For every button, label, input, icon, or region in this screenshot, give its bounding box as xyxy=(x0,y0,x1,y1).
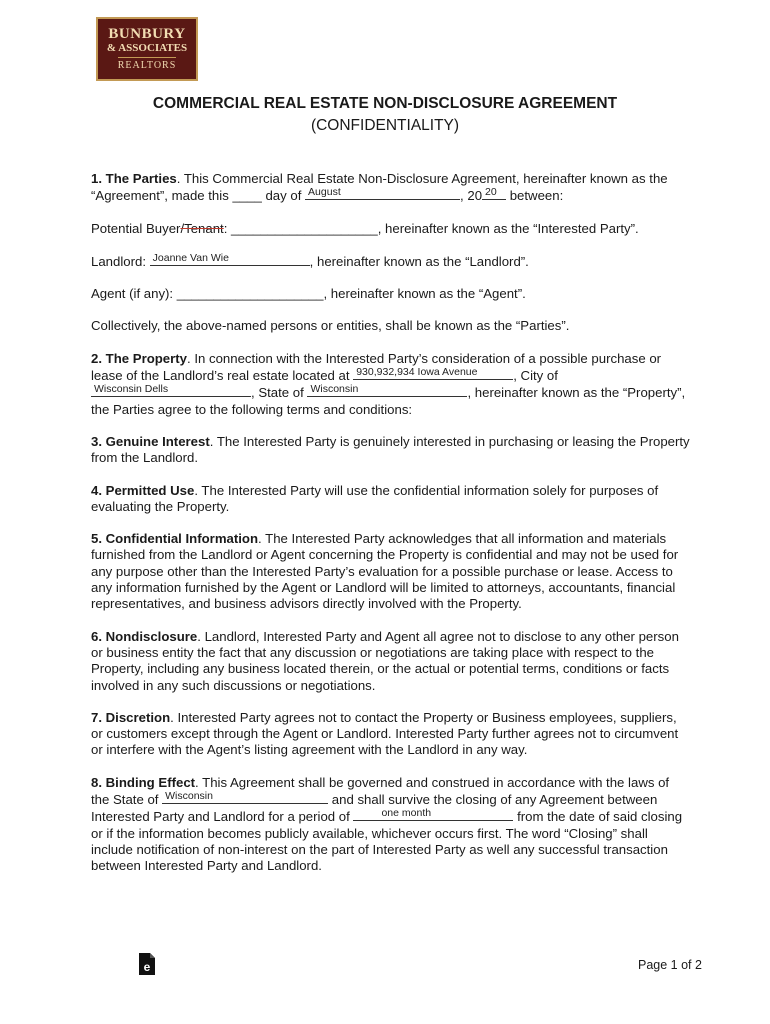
section-heading: 5. Confidential Information xyxy=(91,531,259,547)
struck-tenant: /Tenant xyxy=(180,220,224,236)
survival-period-field[interactable]: one month xyxy=(353,808,513,821)
section-heading: 3. Genuine Interest xyxy=(91,433,210,449)
collective-line: Collectively, the above-named persons or entities, shall be known as the “Parties”. xyxy=(91,318,570,334)
company-logo xyxy=(96,17,198,81)
section-parties: 1. The Parties. This Commercial Real Estate Non-Disclosure Agreement, hereinafter known as the “Agreement”, made this ____ day of August , 20 20 between: xyxy=(91,171,668,204)
document-body xyxy=(91,171,691,875)
section-genuine-interest: 3. Genuine Interest. The Interested Party is genuinely interested in purchasing or leasing the Property from the Landlord. xyxy=(91,433,690,466)
section-heading: 4. Permitted Use xyxy=(91,482,195,498)
section-heading: 7. Discretion xyxy=(91,709,171,725)
address-field[interactable]: 930,932,934 Iowa Avenue xyxy=(353,367,513,380)
document-title: COMMERCIAL REAL ESTATE NON-DISCLOSURE AGREEMENT xyxy=(152,95,618,112)
landlord-name-field[interactable]: Joanne Van Wie xyxy=(150,253,310,266)
section-heading: 6. Nondisclosure xyxy=(91,628,198,644)
section-heading: 8. Binding Effect xyxy=(91,774,196,790)
logo-line-2: & ASSOCIATES xyxy=(106,41,188,54)
eforms-icon xyxy=(138,952,156,976)
month-field[interactable]: August xyxy=(305,187,460,200)
state-field[interactable]: Wisconsin xyxy=(307,384,467,397)
landlord-line: Landlord: Joanne Van Wie , hereinafter known as the “Landlord”. xyxy=(91,251,529,269)
city-field[interactable]: Wisconsin Dells xyxy=(91,384,251,397)
logo-line-3: REALTORS xyxy=(118,57,177,73)
section-property: 2. The Property. In connection with the Interested Party’s consideration of a possible purchase or lease of the Landlord’s real estate located at 930,932,934 Iowa Avenue , City of Wisconsin Dells , State of Wisconsin , hereinafter known as the “Property”, the Parties agree to the following terms and conditions: xyxy=(91,350,686,417)
section-permitted-use: 4. Permitted Use. The Interested Party will use the confidential information solely for purposes of evaluating the Property. xyxy=(91,482,659,514)
agent-line: Agent (if any): ____________________, hereinafter known as the “Agent”. xyxy=(91,286,526,302)
section-nondisclosure: 6. Nondisclosure. Landlord, Interested Party and Agent all agree not to disclose to any other person or business entity the fact that any discussion or negotiations are taking place with respect to the Property, including any business located therein, or the actual or potential terms, conditions or facts involved in any such discussions or negotiations. xyxy=(91,628,679,693)
buyer-line: Potential Buyer/Tenant: ____________________, hereinafter known as the “Interested Party”. xyxy=(91,220,639,236)
svg-text:e: e xyxy=(143,960,151,974)
section-binding-effect: 8. Binding Effect. This Agreement shall be governed and construed in accordance with the laws of the State of Wisconsin and shall survive the closing of any Agreement between Interested Party and Landlord for a period of one month from the date of said closing or if the information becomes publicly available, whichever occurs first. The word “Closing” shall include notification of non-interest on the part of Interested Party as well any successful transaction between Interested Party and Landlord. xyxy=(91,774,683,874)
year-field[interactable]: 20 xyxy=(482,187,506,200)
section-discretion: 7. Discretion. Interested Party agrees not to contact the Property or Business employees, suppliers, or customers except through the Agent or Landlord. Interested Party further agrees not to circumvent or interfere with the Agent’s listing agreement with the Landlord in any way. xyxy=(91,709,679,758)
document-subtitle: (CONFIDENTIALITY) xyxy=(310,117,460,134)
section-heading: 2. The Property xyxy=(91,350,188,366)
page-number: Page 1 of 2 xyxy=(638,958,702,972)
section-confidential-information: 5. Confidential Information. The Interested Party acknowledges that all information and materials furnished from the Landlord or Agent concerning the Property is confidential and may not be used for any purpose other than the Interested Party’s evaluation for a possible purchase or lease. Access to any information furnished by the Agent or Landlord will be limited to attorneys, accountants, financial representatives, and business advisors directly involved with the Property. xyxy=(91,531,679,612)
governing-state-field[interactable]: Wisconsin xyxy=(162,791,328,804)
section-heading: 1. The Parties xyxy=(91,171,177,186)
logo-line-1: BUNBURY xyxy=(108,25,186,42)
